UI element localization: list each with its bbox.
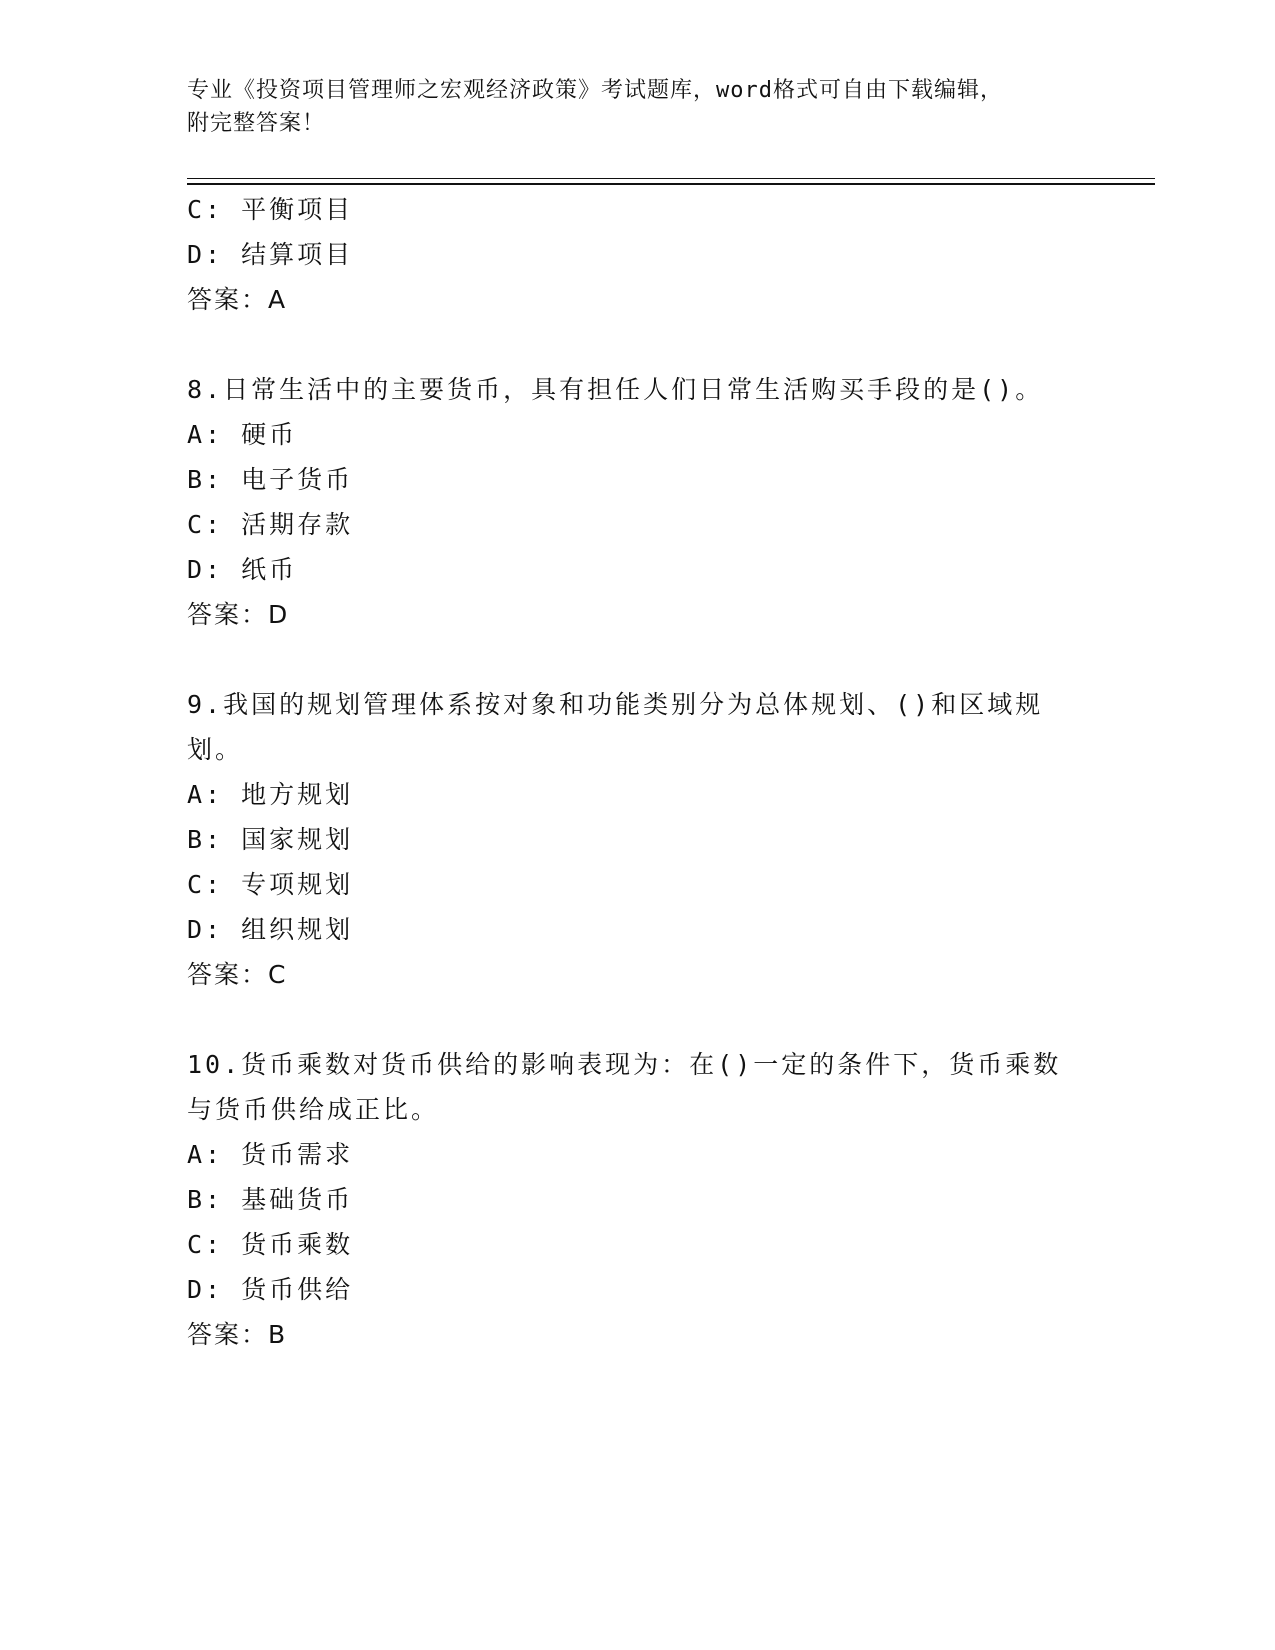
question-9-answer: 答案：C [187,960,288,989]
question-10-stem-line-1: 10.货币乘数对货币供给的影响表现为：在()一定的条件下，货币乘数 [187,1050,1062,1079]
question-9-stem-line-1: 9.我国的规划管理体系按对象和功能类别分为总体规划、()和区域规 [187,690,1044,719]
header-divider-thin [187,178,1155,179]
question-9-option-b: B: 国家规划 [187,825,354,854]
header-line-2: 附完整答案！ [187,111,326,136]
question-10-option-a: A: 货币需求 [187,1140,354,1169]
question-8-option-d: D: 纸币 [187,555,298,584]
prev-option-c: C: 平衡项目 [187,195,354,224]
question-10-option-b: B: 基础货币 [187,1185,354,1214]
question-9-option-d: D: 组织规划 [187,915,354,944]
prev-answer: 答案：A [187,285,288,314]
question-10-option-d: D: 货币供给 [187,1275,354,1304]
document-header [187,74,1087,140]
question-10-answer: 答案：B [187,1320,288,1349]
prev-option-d: D: 结算项目 [187,240,354,269]
question-10-stem-line-2: 与货币供给成正比。 [187,1095,440,1124]
question-9-stem-line-2: 划。 [187,735,244,764]
question-8-stem-line-1: 8.日常生活中的主要货币，具有担任人们日常生活购买手段的是()。 [187,375,1044,404]
question-8-option-a: A: 硬币 [187,420,298,449]
question-10-option-c: C: 货币乘数 [187,1230,354,1259]
question-9-option-a: A: 地方规划 [187,780,354,809]
header-line-1: 专业《投资项目管理师之宏观经济政策》考试题库，word格式可自由下载编辑， [187,78,1003,103]
question-9-option-c: C: 专项规划 [187,870,354,899]
question-8-option-b: B: 电子货币 [187,465,354,494]
question-8-answer: 答案：D [187,600,290,629]
header-divider-thick [187,183,1155,185]
question-8-option-c: C: 活期存款 [187,510,354,539]
